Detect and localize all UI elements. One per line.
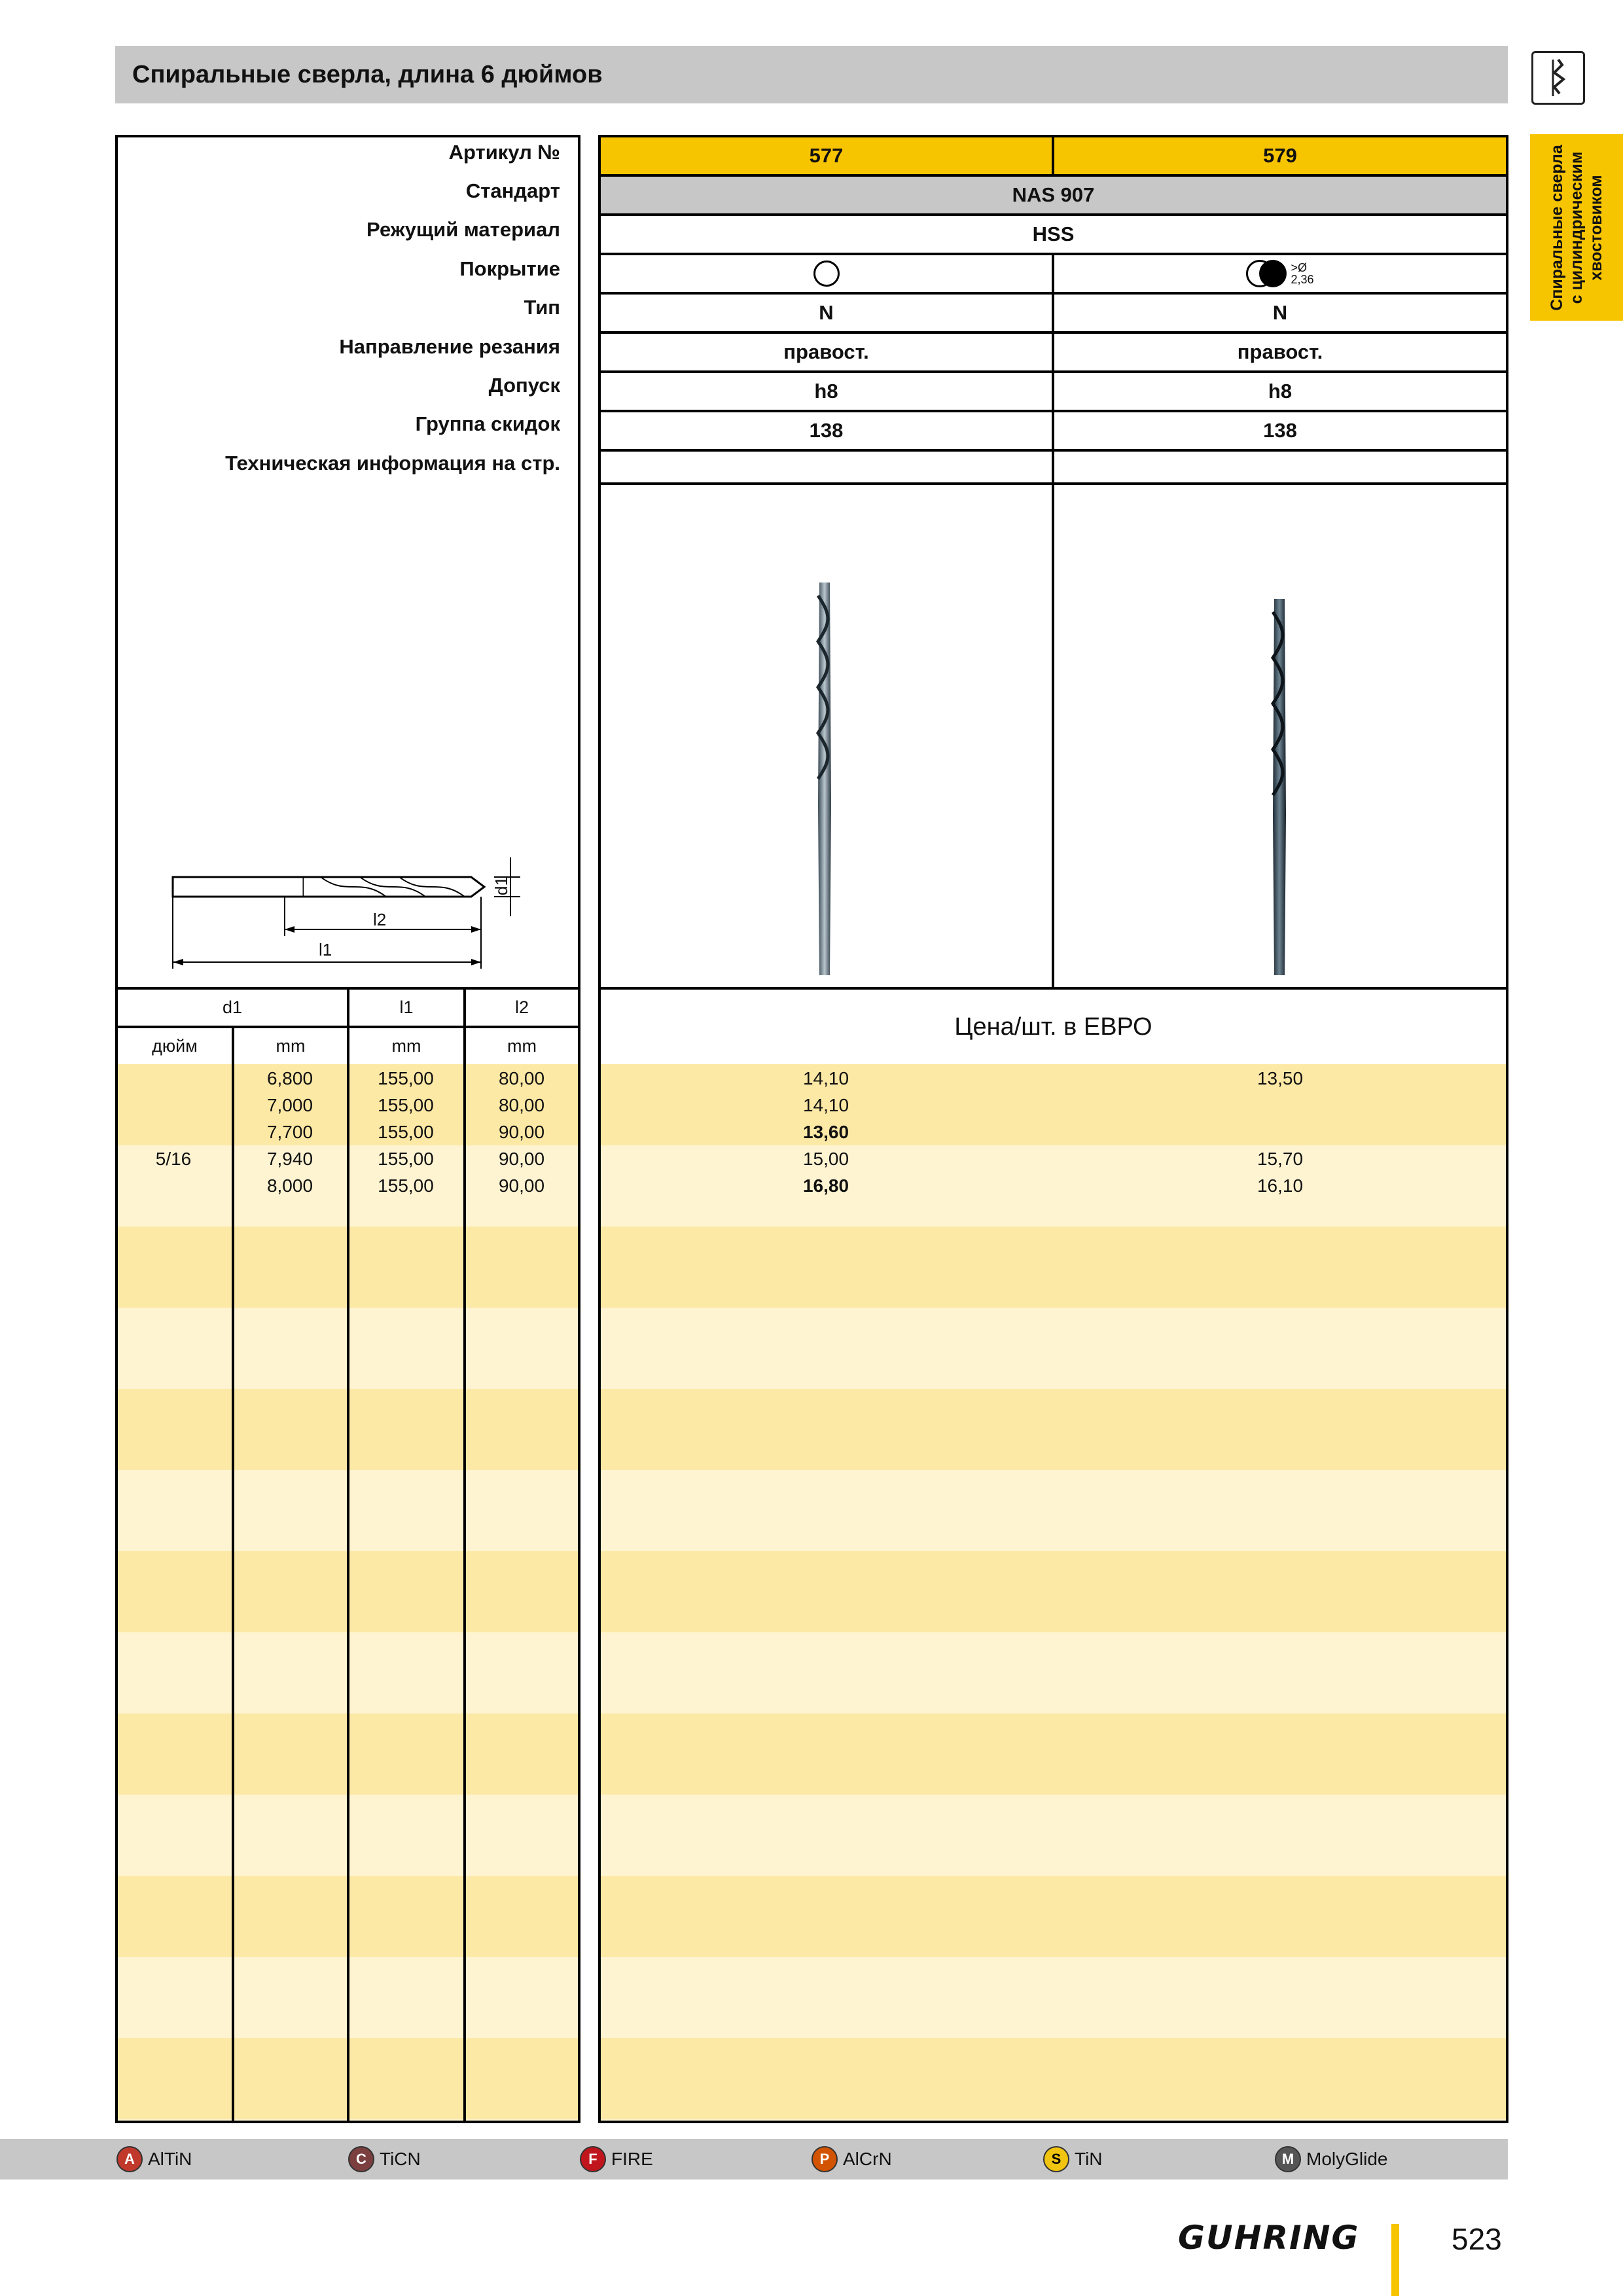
coating-note-top: >Ø: [1291, 261, 1307, 274]
cell-l2: 90,00: [498, 1175, 545, 1196]
molyglide-coating-icon: M: [1275, 2146, 1301, 2172]
legend-item-alcrn: [812, 2139, 892, 2179]
table-border-bottom-left: [115, 2121, 580, 2123]
cell-l2: 90,00: [498, 1122, 545, 1142]
table-stripe: [598, 2038, 1508, 2119]
drill-577-image: [805, 583, 844, 975]
label-discount: Группа скидок: [415, 412, 560, 435]
tech-info-577-cell[interactable]: [598, 449, 1054, 485]
col-header-inch: дюйм: [115, 1026, 234, 1067]
image-divider: [1052, 482, 1054, 990]
type-577-cell: N: [598, 292, 1054, 334]
coating-579-cell: [1052, 253, 1508, 295]
col-divider-3: [463, 1064, 466, 2123]
article-579-cell: 579: [1052, 135, 1508, 177]
cell-l1: 155,00: [378, 1068, 434, 1088]
legend-item-ticn: [348, 2139, 421, 2179]
fire-coating-icon: F: [580, 2146, 606, 2172]
type-579-cell: N: [1052, 292, 1508, 334]
table-stripe: [598, 1389, 1508, 1470]
table-stripe: [598, 1795, 1508, 1876]
table-stripe: [598, 1227, 1508, 1308]
table-stripe: [598, 1470, 1508, 1551]
table-stripe: [598, 1064, 1508, 1145]
discount-579-cell: 138: [1052, 410, 1508, 452]
brand-logo: GUHRING: [1178, 2219, 1360, 2257]
cell-price-577: 15,00: [802, 1149, 849, 1169]
drill-579-image: [1260, 599, 1299, 975]
cell-price-579: 16,10: [1257, 1175, 1304, 1196]
label-material: Режущий материал: [366, 218, 560, 241]
direction-577-cell: правост.: [598, 331, 1054, 373]
cell-price-579: 15,70: [1257, 1149, 1304, 1169]
col-divider-1: [232, 1064, 234, 2123]
steam-tempered-circle-icon: [1246, 260, 1287, 287]
cell-inch: 5/16: [155, 1149, 192, 1169]
twist-drill-icon: [1531, 51, 1585, 105]
standard-cell: NAS 907: [598, 174, 1508, 216]
drawing-label-l2: l2: [373, 910, 387, 929]
table-stripe: [598, 1713, 1508, 1795]
label-tech-info: Техническая информация на стр.: [225, 452, 560, 475]
article-577-cell: 577: [598, 135, 1054, 177]
page-title: Спиральные сверла, длина 6 дюймов: [132, 61, 603, 88]
label-tolerance: Допуск: [488, 374, 560, 397]
drawing-label-d1: d1: [491, 876, 511, 895]
table-stripe: [598, 1308, 1508, 1389]
table-border-left: [115, 1064, 118, 2123]
legend-label: AlCrN: [843, 2149, 892, 2169]
col-header-mm-d1: mm: [232, 1026, 349, 1067]
coating-note-bottom: 2,36: [1291, 273, 1314, 286]
tolerance-577-cell: h8: [598, 370, 1054, 412]
cell-d1: 7,000: [266, 1095, 313, 1115]
brand-accent-bar: [1391, 2224, 1399, 2296]
cell-d1: 6,800: [266, 1068, 313, 1088]
altin-coating-icon: A: [116, 2146, 143, 2172]
cell-price-579: 13,50: [1257, 1068, 1304, 1088]
col-divider-2: [347, 1064, 349, 2123]
legend-label: AlTiN: [148, 2149, 192, 2169]
cell-price-577: 14,10: [802, 1068, 849, 1088]
cell-l1: 155,00: [378, 1095, 434, 1115]
material-cell: HSS: [598, 213, 1508, 255]
direction-579-cell: правост.: [1052, 331, 1508, 373]
tolerance-579-cell: h8: [1052, 370, 1508, 412]
legend-label: FIRE: [611, 2149, 653, 2169]
col-header-l2: l2: [463, 987, 580, 1028]
cell-price-577: 16,80: [802, 1175, 849, 1196]
cell-l1: 155,00: [378, 1149, 434, 1169]
uncoated-circle-icon: [813, 260, 840, 287]
tin-coating-icon: S: [1043, 2146, 1069, 2172]
label-coating: Покрытие: [459, 257, 560, 280]
price-header: Цена/шт. в ЕВРО: [598, 987, 1508, 1067]
cell-d1: 8,000: [266, 1175, 313, 1196]
col-header-mm-l1: mm: [347, 1026, 466, 1067]
table-border-mid-right: [598, 1064, 601, 2123]
side-tab-line1: Спиральные сверла: [1548, 144, 1566, 311]
discount-577-cell: 138: [598, 410, 1054, 452]
drawing-label-l1: l1: [319, 940, 332, 960]
table-stripe: [598, 1145, 1508, 1227]
coating-577-cell: [598, 253, 1054, 295]
label-direction: Направление резания: [339, 335, 560, 358]
legend-label: MolyGlide: [1306, 2149, 1388, 2169]
legend-label: TiCN: [380, 2149, 421, 2169]
table-border-mid-left: [578, 1064, 580, 2123]
cell-l2: 90,00: [498, 1149, 545, 1169]
label-article: Артикул №: [448, 141, 560, 164]
side-tab-label: [1530, 134, 1623, 321]
table-stripe: [598, 1876, 1508, 1957]
side-tab-line3: хвостовиком: [1587, 174, 1605, 281]
cell-l2: 80,00: [498, 1068, 545, 1088]
col-header-mm-l2: mm: [463, 1026, 580, 1067]
table-border-bottom-right: [598, 2121, 1508, 2123]
legend-item-molyglide: [1275, 2139, 1387, 2179]
col-header-l1: l1: [347, 987, 466, 1028]
table-border-right: [1506, 1064, 1508, 2123]
tech-info-579-cell[interactable]: [1052, 449, 1508, 485]
label-standard: Стандарт: [465, 179, 560, 202]
table-stripe: [598, 1632, 1508, 1713]
legend-item-altin: [116, 2139, 192, 2179]
side-tab-line2: с цилиндрическим: [1567, 151, 1586, 304]
legend-item-tin: [1043, 2139, 1103, 2179]
label-type: Тип: [524, 296, 560, 319]
ticn-coating-icon: C: [348, 2146, 374, 2172]
cell-l1: 155,00: [378, 1175, 434, 1196]
page-number: 523: [1452, 2222, 1502, 2256]
cell-price-577: 13,60: [802, 1122, 849, 1142]
table-stripe: [598, 1957, 1508, 2038]
legend-item-fire: [580, 2139, 653, 2179]
cell-d1: 7,940: [266, 1149, 313, 1169]
col-header-d1: d1: [115, 987, 349, 1028]
cell-l1: 155,00: [378, 1122, 434, 1142]
cell-d1: 7,700: [266, 1122, 313, 1142]
cell-l2: 80,00: [498, 1095, 545, 1115]
cell-price-577: 14,10: [802, 1095, 849, 1115]
legend-label: TiN: [1075, 2149, 1103, 2169]
drill-dimension-drawing: [164, 844, 530, 975]
alcrn-coating-icon: P: [812, 2146, 838, 2172]
table-stripe: [598, 1551, 1508, 1632]
